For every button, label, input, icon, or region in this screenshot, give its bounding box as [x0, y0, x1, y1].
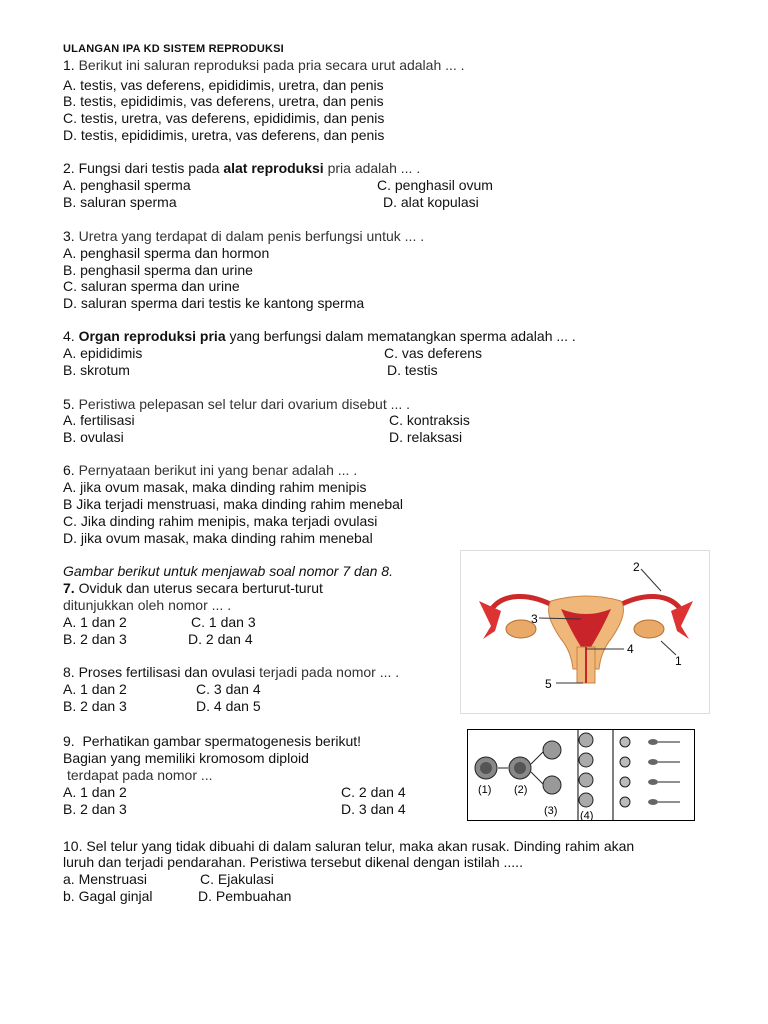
question-10-stem-1: 10. Sel telur yang tidak dibuahi di dalam saluran telur, maka akan rusak. Dinding rahim akan: [63, 838, 635, 854]
q6-option-d: D. jika ovum masak, maka dinding rahim menebal: [63, 530, 373, 546]
question-6: [63, 462, 357, 479]
uterus-figure: [460, 550, 710, 714]
question-number: 5.: [63, 396, 75, 412]
uterus-illustration: [461, 551, 709, 713]
q1-option-d: D. testis, epididimis, uretra, vas deferens, dan penis: [63, 127, 385, 143]
question-number: 6.: [63, 462, 75, 478]
question-5: [63, 396, 410, 413]
question-8: [63, 664, 399, 681]
q3-option-c: C. saluran sperma dan urine: [63, 278, 240, 294]
question-2: [63, 160, 420, 177]
question-1: [63, 57, 465, 74]
q6-option-b: B Jika terjadi menstruasi, maka dinding rahim menebal: [63, 496, 404, 512]
q2-option-c: C. penghasil ovum: [377, 177, 493, 193]
q1-option-c: C. testis, uretra, vas deferens, epididimis, dan penis: [63, 110, 385, 126]
question-7-stem-2: ditunjukkan oleh nomor ... .: [63, 597, 232, 613]
question-stem: Perhatikan gambar spermatogenesis berikut!: [82, 733, 362, 749]
question-number: 9.: [63, 733, 75, 749]
spermatogenesis-illustration: [468, 730, 694, 820]
q1-option-a: A. testis, vas deferens, epididimis, uretra, dan penis: [63, 77, 384, 93]
question-stem: Peristiwa pelepasan sel telur dari ovarium disebut ... .: [78, 396, 411, 412]
q9-option-a: A. 1 dan 2: [63, 784, 127, 800]
q10-option-d: D. Pembuahan: [198, 888, 292, 904]
figure-intro: Gambar berikut untuk menjawab soal nomor 7 dan 8.: [63, 563, 393, 579]
q4-option-a: A. epididimis: [63, 345, 143, 361]
q8-option-a: A. 1 dan 2: [63, 681, 127, 697]
question-stem-bold: alat reproduksi: [223, 160, 324, 176]
question-stem: Proses fertilisasi dan ovulasi: [78, 664, 256, 680]
q7-option-a: A. 1 dan 2: [63, 614, 127, 630]
sperm-label-1: (1): [478, 784, 492, 796]
q6-option-a: A. jika ovum masak, maka dinding rahim menipis: [63, 479, 367, 495]
sperm-label-3: (3): [544, 805, 558, 817]
question-number: 8.: [63, 664, 75, 680]
question-stem: Oviduk dan uterus secara berturut-turut: [78, 580, 323, 596]
question-number: 7.: [63, 580, 75, 596]
question-stem: Berikut ini saluran reproduksi pada pria secara urut adalah ... .: [78, 57, 465, 73]
question-9-stem-3: terdapat pada nomor ...: [67, 767, 213, 783]
q10-option-c: C. Ejakulasi: [200, 871, 274, 887]
q10-option-a: a. Menstruasi: [63, 871, 148, 887]
uterus-label-4: 4: [627, 642, 634, 656]
question-stem: Pernyataan berikut ini yang benar adalah ... .: [78, 462, 358, 478]
question-stem: Uretra yang terdapat di dalam penis berfungsi untuk ... .: [78, 228, 425, 244]
q3-option-b: B. penghasil sperma dan urine: [63, 262, 253, 278]
question-stem: pria adalah ... .: [327, 160, 421, 176]
q7-option-b: B. 2 dan 3: [63, 631, 127, 647]
q4-option-d: D. testis: [387, 362, 438, 378]
q2-option-a: A. penghasil sperma: [63, 177, 191, 193]
q9-option-b: B. 2 dan 3: [63, 801, 127, 817]
q5-option-d: D. relaksasi: [389, 429, 463, 445]
q2-option-b: B. saluran sperma: [63, 194, 177, 210]
q5-option-c: C. kontraksis: [389, 412, 470, 428]
question-number: 2.: [63, 160, 75, 176]
question-3: [63, 228, 424, 245]
question-stem: yang berfungsi dalam mematangkan sperma adalah ... .: [229, 328, 576, 344]
question-9: [63, 733, 361, 750]
uterus-label-3: 3: [531, 612, 538, 626]
q10-option-b: b. Gagal ginjal: [63, 888, 153, 904]
question-stem: Fungsi dari testis pada: [78, 160, 220, 176]
question-stem: terjadi pada nomor ... .: [259, 664, 400, 680]
q5-option-b: B. ovulasi: [63, 429, 124, 445]
q4-option-c: C. vas deferens: [384, 345, 483, 361]
q7-option-c: C. 1 dan 3: [191, 614, 256, 630]
q8-option-b: B. 2 dan 3: [63, 698, 127, 714]
question-7: [63, 580, 323, 597]
uterus-label-1: 1: [675, 654, 682, 668]
sperm-label-2: (2): [514, 784, 528, 796]
question-number: 1.: [63, 57, 75, 73]
q3-option-d: D. saluran sperma dari testis ke kantong sperma: [63, 295, 365, 311]
q8-option-d: D. 4 dan 5: [196, 698, 261, 714]
document-title: ULANGAN IPA KD SISTEM REPRODUKSI: [63, 43, 284, 55]
q5-option-a: A. fertilisasi: [63, 412, 135, 428]
q9-option-d: D. 3 dan 4: [341, 801, 406, 817]
question-stem-bold: Organ reproduksi pria: [78, 328, 226, 344]
q3-option-a: A. penghasil sperma dan hormon: [63, 245, 270, 261]
question-number: 3.: [63, 228, 75, 244]
question-10-stem-2: luruh dan terjadi pendarahan. Peristiwa tersebut dikenal dengan istilah .....: [63, 854, 523, 870]
q9-option-c: C. 2 dan 4: [341, 784, 406, 800]
uterus-label-2: 2: [633, 560, 640, 574]
q6-option-c: C. Jika dinding rahim menipis, maka terjadi ovulasi: [63, 513, 378, 529]
question-9-stem-2: Bagian yang memiliki kromosom diploid: [63, 750, 309, 766]
q8-option-c: C. 3 dan 4: [196, 681, 261, 697]
question-number: 4.: [63, 328, 75, 344]
uterus-label-5: 5: [545, 677, 552, 691]
question-4: [63, 328, 576, 345]
q7-option-d: D. 2 dan 4: [188, 631, 253, 647]
q1-option-b: B. testis, epididimis, vas deferens, uretra, dan penis: [63, 93, 384, 109]
spermatogenesis-figure: [467, 729, 695, 821]
sperm-label-4: (4): [580, 810, 594, 820]
q2-option-d: D. alat kopulasi: [383, 194, 479, 210]
q4-option-b: B. skrotum: [63, 362, 130, 378]
